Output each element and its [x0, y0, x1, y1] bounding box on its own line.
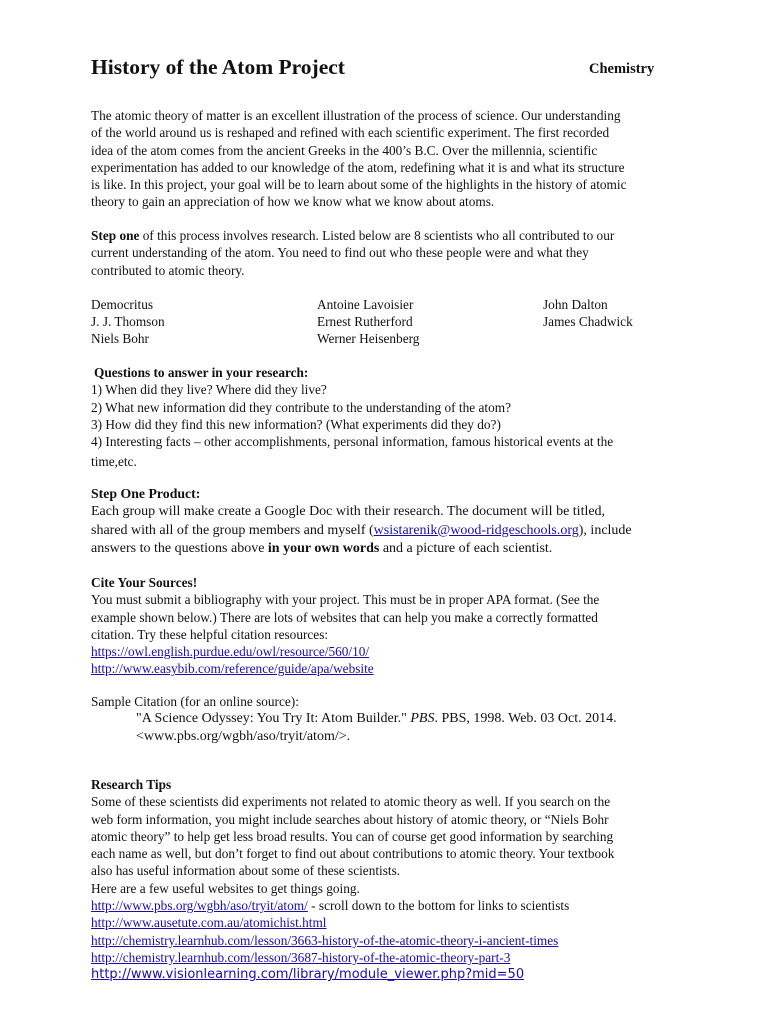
intro-paragraph	[91, 107, 691, 211]
tips-line: also has useful information about some of these scientists.	[91, 863, 401, 879]
question-item: 2) What new information did they contribute to the understanding of the atom?	[91, 399, 511, 415]
website-link[interactable]: http://www.pbs.org/wgbh/aso/tryit/atom/	[91, 898, 308, 914]
tips-line: each name as well, but don’t forget to find out about contributions to atomic theory. Your textbook	[91, 846, 615, 862]
scientist-name: Antoine Lavoisier	[317, 297, 414, 312]
tips-line: Some of these scientists did experiments not related to atomic theory as well. If you search on the	[91, 794, 611, 810]
scientist-name: J. J. Thomson	[91, 314, 165, 329]
website-link[interactable]: http://chemistry.learnhub.com/lesson/3663-history-of-the-atomic-theory-i-ancient-times	[91, 932, 559, 948]
scientist-name: Werner Heisenberg	[317, 331, 420, 346]
product-text: answers to the questions above	[91, 540, 268, 556]
intro-line: is like. In this project, your goal will be to learn about some of the highlights in the history of atomic	[91, 177, 627, 193]
email-link[interactable]: wsistarenik@wood-ridgeschools.org	[373, 522, 579, 538]
citation-italic: PBS	[410, 711, 435, 726]
citation-resource-link[interactable]: http://www.easybib.com/reference/guide/apa/website	[91, 661, 374, 677]
step-one-line	[91, 227, 691, 244]
product-line	[91, 540, 691, 558]
product-text: and a picture of each scientist.	[379, 540, 553, 556]
tips-heading: Research Tips	[91, 777, 172, 792]
citation-text: . PBS, 1998. Web. 03 Oct. 2014.	[434, 711, 617, 726]
website-link[interactable]: http://www.ausetute.com.au/atomichist.html	[91, 915, 327, 931]
subject-label: Chemistry	[589, 61, 655, 77]
scientist-name: Ernest Rutherford	[317, 314, 413, 329]
step-one-text: of this process involves research. Listed below are 8 scientists who all contributed to our	[139, 228, 615, 243]
intro-line: theory to gain an appreciation of how we know what we know about atoms.	[91, 194, 495, 210]
intro-line: The atomic theory of matter is an excellent illustration of the process of science. Our understanding	[91, 108, 621, 123]
cite-line: citation. Try these helpful citation resources:	[91, 626, 329, 642]
link-note: - scroll down to the bottom for links to scientists	[307, 898, 570, 914]
intro-line: of the world around us is reshaped and refined with each scientific experiment. The first recorded	[91, 125, 610, 141]
scientist-name: Democritus	[91, 297, 154, 312]
cite-section	[91, 574, 691, 678]
sample-citation-line	[91, 710, 691, 728]
product-line: Each group will make create a Google Doc with their research. The document will be titled,	[91, 504, 606, 520]
citation-text: "A Science Odyssey: You Try It: Atom Builder."	[136, 711, 411, 726]
step-one-line: contributed to atomic theory.	[91, 262, 245, 278]
research-tips-section	[91, 776, 691, 985]
tips-line: atomic theory” to help get less broad results. You can of course get good information by searching	[91, 828, 614, 844]
cite-heading: Cite Your Sources!	[91, 575, 198, 590]
sample-citation-label: Sample Citation (for an online source):	[91, 694, 299, 709]
product-section	[91, 485, 691, 558]
scientist-name: James Chadwick	[543, 314, 633, 329]
website-link[interactable]: http://www.visionlearning.com/library/module_viewer.php?mid=50	[91, 967, 525, 983]
cite-line: You must submit a bibliography with your project. This must be in proper APA format. (See the	[91, 592, 600, 608]
product-line	[91, 522, 691, 540]
step-one-paragraph	[91, 227, 691, 279]
sample-citation	[91, 710, 691, 746]
sample-citation-line: <www.pbs.org/wgbh/aso/tryit/atom/>.	[136, 729, 351, 744]
tips-line: web form information, you might include searches about history of atomic theory, or “Niels Bohr	[91, 811, 609, 827]
question-item: 4) Interesting facts – other accomplishments, personal information, famous historical events at the	[91, 434, 614, 450]
tips-line: Here are a few useful websites to get things going.	[91, 880, 360, 896]
question-item: 1) When did they live? Where did they live?	[91, 382, 327, 398]
cite-line: example shown below.) There are lots of websites that can help you make a correctly formatted	[91, 609, 598, 625]
questions-section	[91, 364, 691, 450]
product-text: ), include	[578, 522, 632, 538]
question-continuation: time,etc.	[91, 454, 137, 469]
intro-line: idea of the atom comes from the ancient Greeks in the 400’s B.C. Over the millennia, scientific	[91, 142, 598, 158]
page-title: History of the Atom Project	[91, 55, 345, 79]
scientist-name: Niels Bohr	[91, 331, 149, 346]
citation-resource-link[interactable]: https://owl.english.purdue.edu/owl/resource/560/10/	[91, 644, 370, 660]
tips-link-row	[91, 897, 691, 914]
scientist-name: John Dalton	[543, 297, 608, 312]
product-text: shared with all of the group members and myself (	[91, 522, 374, 538]
website-link[interactable]: http://chemistry.learnhub.com/lesson/3687-history-of-the-atomic-theory-part-3	[91, 949, 511, 965]
product-heading: Step One Product:	[91, 486, 201, 501]
intro-line: experimentation has added to our knowledge of the atom, redefining what it is and what its structure	[91, 159, 625, 175]
question-item: 3) How did they find this new information? (What experiments did they do?)	[91, 416, 501, 432]
step-one-label: Step one	[91, 228, 140, 243]
questions-heading: Questions to answer in your research:	[94, 365, 309, 380]
step-one-line: current understanding of the atom. You need to find out who these people were and what they	[91, 245, 589, 261]
emphasis-text: in your own words	[267, 540, 380, 556]
